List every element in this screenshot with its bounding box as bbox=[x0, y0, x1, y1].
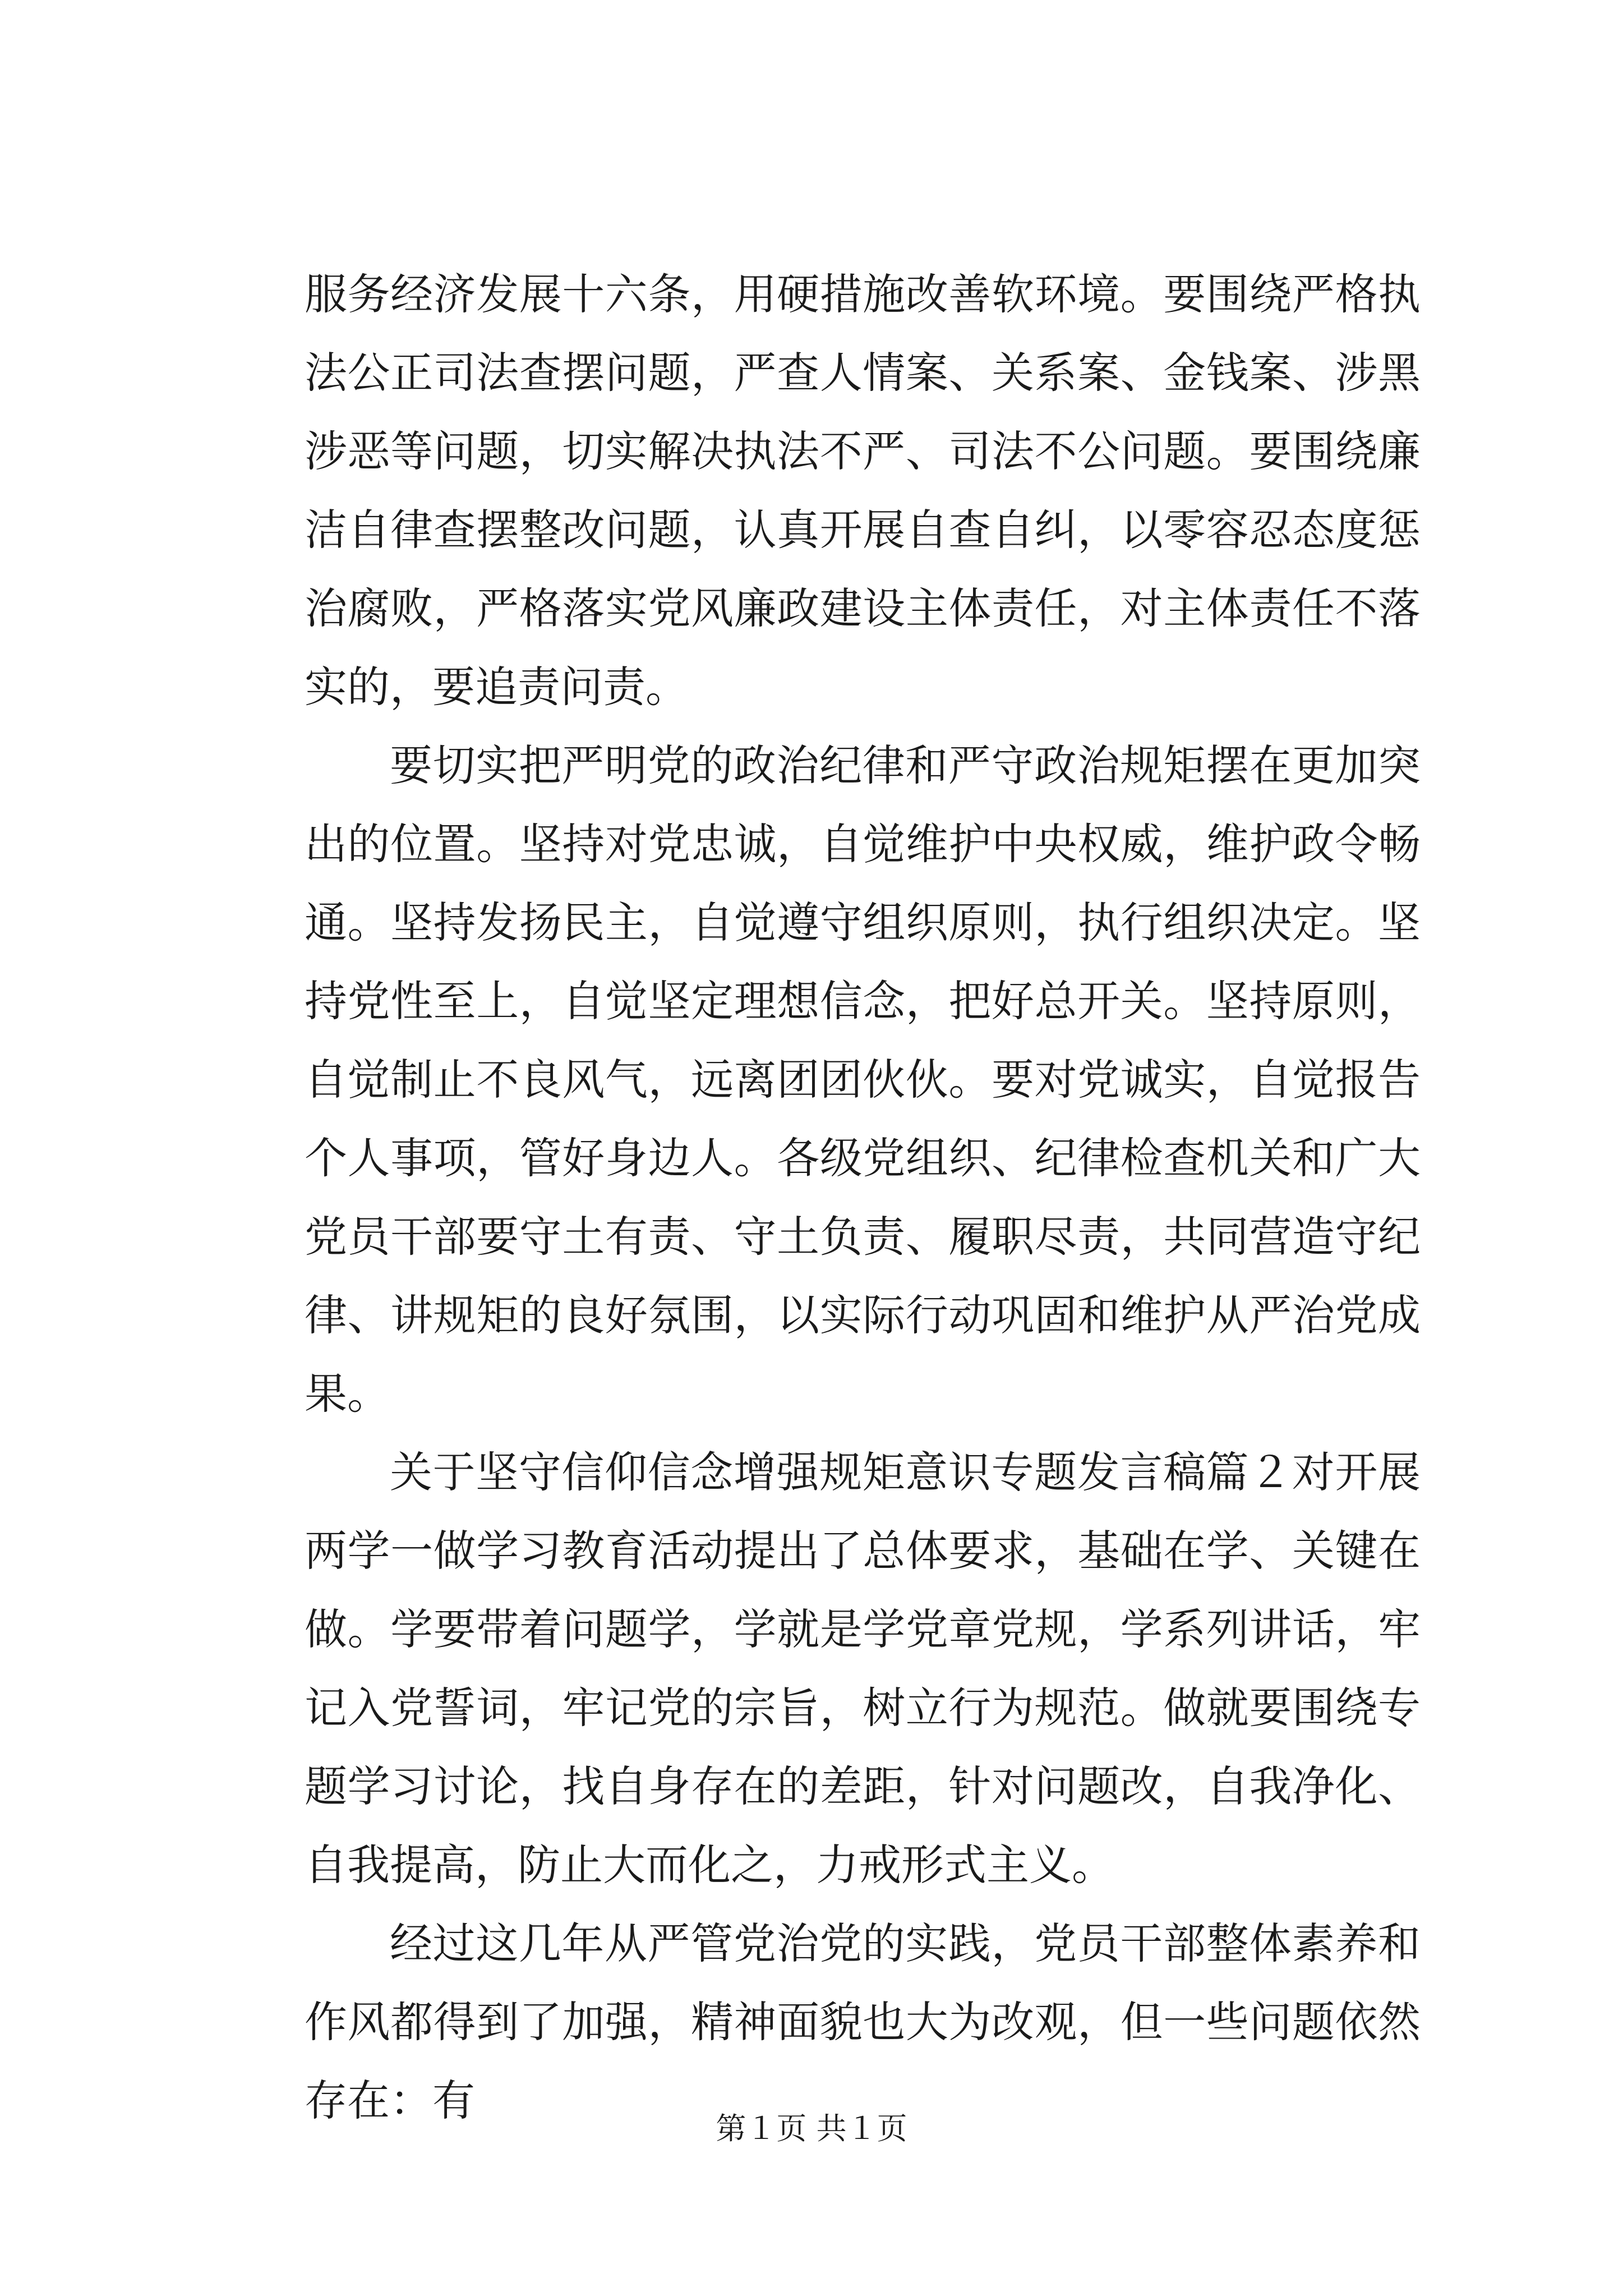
paragraph-political-discipline: 要切实把严明党的政治纪律和严守政治规矩摆在更加突出的位置。坚持对党忠诚，自觉维护中央权威，维护政令畅通。坚持发扬民主，自觉遵守组织原则，执行组织决定。坚持党性至上，自觉坚定理想信念，把好总开关。坚持原则，自觉制止不良风气，远离团团伙伙。要对党诚实，自觉报告个人事项，管好身边人。各级党组织、纪律检查机关和广大党员干部要守土有责、守土负责、履职尽责，共同营造守纪律、讲规矩的良好氛围，以实际行动巩固和维护从严治党成果。 bbox=[305, 740, 1421, 1419]
page-footer: 第１页 共１页 bbox=[716, 2111, 907, 2146]
document-body bbox=[305, 255, 1421, 2140]
paragraph-practice-results: 经过这几年从严管党治党的实践，党员干部整体素养和作风都得到了加强，精神面貌也大为改观，但一些问题依然存在：有 bbox=[305, 1918, 1421, 2125]
paragraph-speech-part-2: 关于坚守信仰信念增强规矩意识专题发言稿篇２对开展两学一做学习教育活动提出了总体要求，基础在学、关键在做。学要带着问题学，学就是学党章党规，学系列讲话，牢记入党誓词，牢记党的宗旨，树立行为规范。做就要围绕专题学习讨论，找自身存在的差距，针对问题改，自我净化、自我提高，防止大而化之，力戒形式主义。 bbox=[305, 1447, 1421, 1890]
paragraph-continuation: 服务经济发展十六条，用硬措施改善软环境。要围绕严格执法公正司法查摆问题，严查人情案、关系案、金钱案、涉黑涉恶等问题，切实解决执法不严、司法不公问题。要围绕廉洁自律查摆整改问题，认真开展自查自纠，以零容忍态度惩治腐败，严格落实党风廉政建设主体责任，对主体责任不落实的，要追责问责。 bbox=[305, 269, 1421, 712]
